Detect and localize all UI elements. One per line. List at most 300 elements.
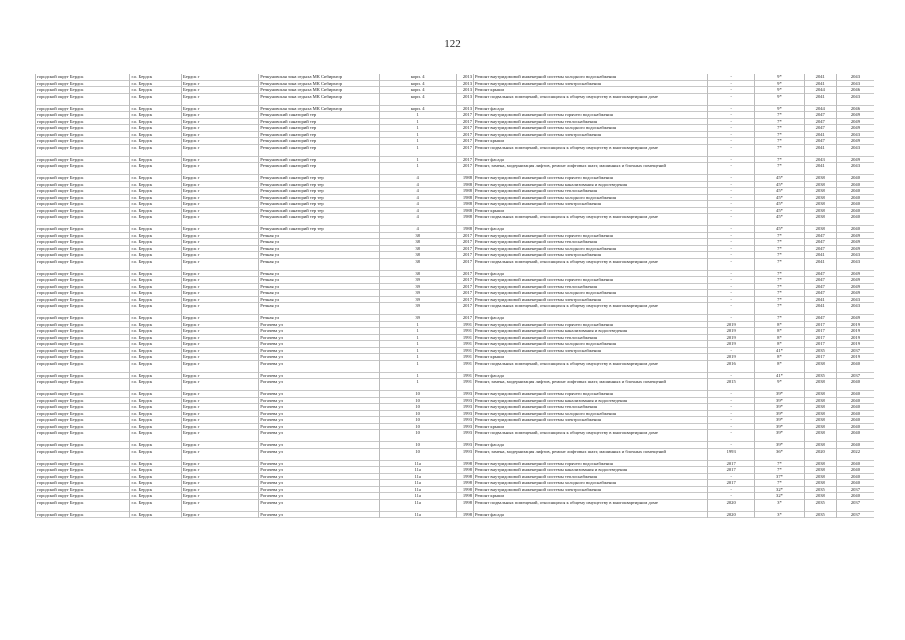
cell-house: 4 — [379, 188, 456, 195]
cell-work: Ремонт внутридомовой инженерной системы электроснабжения — [474, 347, 708, 354]
cell-built_year: 2017 — [456, 252, 473, 259]
cell-plan_start: 2035 — [804, 511, 836, 518]
cell-plan_start: 2044 — [804, 105, 836, 112]
cell-plan_start: 2041 — [804, 144, 836, 156]
cell-house: 11а — [379, 467, 456, 474]
cell-work: Ремонт внутридомовой инженерной системы канализования и водоотведения — [474, 397, 708, 404]
cell-built_year: 2017 — [456, 144, 473, 156]
cell-street: Речкуновский санаторий тер тер — [259, 214, 379, 226]
cell-work: Ремонт крыши — [474, 87, 708, 94]
cell-work: Ремонт внутридомовой инженерной системы электроснабжения — [474, 296, 708, 303]
cell-built_year: 1991 — [456, 334, 473, 341]
cell-work: Ремонт внутридомовой инженерной системы холодного водоснабжения — [474, 245, 708, 252]
cell-plan_end: 2022 — [836, 448, 874, 460]
cell-deadline_a: - — [708, 207, 755, 214]
cell-district: городской округ Бердск — [36, 181, 130, 188]
table-row — [36, 499, 875, 511]
cell-house: 10 — [379, 430, 456, 442]
cell-work: Ремонт подвальных помещений, относящихся к общему имуществу в многоквартирном доме — [474, 360, 708, 372]
cell-plan_end: 2040 — [836, 410, 874, 417]
cell-house: 4 — [379, 175, 456, 182]
cell-street: Речкуновская зона отдыха МК Сибирьтор — [259, 105, 379, 112]
cell-house: 10 — [379, 410, 456, 417]
cell-town: Бердск г — [182, 181, 259, 188]
cell-settlement: г.о. Бердск — [130, 74, 182, 80]
cell-plan_end: 2049 — [836, 125, 874, 132]
cell-plan_end: 2040 — [836, 226, 874, 233]
cell-deadline_a: 2020 — [708, 499, 755, 511]
cell-work: Ремонт, замена, модернизация лифтов, ремонт лифтовых шахт, машинных и блочных помещений — [474, 379, 708, 391]
cell-town: Бердск г — [182, 473, 259, 480]
cell-built_year: 1991 — [456, 354, 473, 361]
cell-town: Бердск г — [182, 493, 259, 500]
cell-town: Бердск г — [182, 404, 259, 411]
cell-house: 11а — [379, 460, 456, 467]
cell-plan_end: 2019 — [836, 334, 874, 341]
page-number: 122 — [444, 38, 461, 50]
cell-built_year: 2017 — [456, 138, 473, 145]
cell-district: городской округ Бердск — [36, 448, 130, 460]
cell-town: Бердск г — [182, 486, 259, 493]
cell-town: Бердск г — [182, 245, 259, 252]
cell-settlement: г.о. Бердск — [130, 105, 182, 112]
cell-work: Ремонт фасада — [474, 442, 708, 449]
cell-plan_start: 2038 — [804, 214, 836, 226]
cell-district: городской округ Бердск — [36, 270, 130, 277]
cell-town: Бердск г — [182, 460, 259, 467]
cell-house: 11а — [379, 493, 456, 500]
cell-settlement: г.о. Бердск — [130, 467, 182, 474]
cell-built_year: 1988 — [456, 188, 473, 195]
cell-built_year: 2017 — [456, 239, 473, 246]
cell-house: 10 — [379, 391, 456, 398]
cell-deadline_a: - — [708, 232, 755, 239]
cell-built_year: 1993 — [456, 417, 473, 424]
cell-town: Бердск г — [182, 417, 259, 424]
cell-plan_start: 2047 — [804, 239, 836, 246]
cell-work: Ремонт фасада — [474, 372, 708, 379]
cell-town: Бердск г — [182, 258, 259, 270]
cell-district: городской округ Бердск — [36, 303, 130, 315]
cell-plan_start: 2047 — [804, 232, 836, 239]
cell-plan_end: 2040 — [836, 493, 874, 500]
cell-settlement: г.о. Бердск — [130, 493, 182, 500]
cell-district: городской округ Бердск — [36, 341, 130, 348]
cell-deadline_b: 9* — [755, 80, 804, 87]
cell-plan_start: 2038 — [804, 201, 836, 208]
cell-plan_start: 2041 — [804, 163, 836, 175]
cell-plan_end: 2043 — [836, 144, 874, 156]
cell-street: Рогачева ул — [259, 354, 379, 361]
cell-plan_end: 2037 — [836, 372, 874, 379]
cell-house: 1 — [379, 379, 456, 391]
cell-deadline_b: 45* — [755, 188, 804, 195]
cell-plan_start: 2038 — [804, 417, 836, 424]
cell-plan_end: 2049 — [836, 232, 874, 239]
cell-deadline_b: 45* — [755, 181, 804, 188]
cell-district: городской округ Бердск — [36, 442, 130, 449]
cell-plan_end: 2040 — [836, 201, 874, 208]
cell-settlement: г.о. Бердск — [130, 118, 182, 125]
cell-built_year: 2013 — [456, 80, 473, 87]
cell-deadline_a: - — [708, 391, 755, 398]
cell-street: Рогачева ул — [259, 448, 379, 460]
cell-plan_start: 2041 — [804, 131, 836, 138]
cell-settlement: г.о. Бердск — [130, 410, 182, 417]
cell-town: Бердск г — [182, 175, 259, 182]
cell-house: 38 — [379, 252, 456, 259]
cell-district: городской округ Бердск — [36, 423, 130, 430]
cell-plan_start: 2035 — [804, 372, 836, 379]
cell-settlement: г.о. Бердск — [130, 499, 182, 511]
cell-built_year: 1991 — [456, 347, 473, 354]
cell-district: городской округ Бердск — [36, 201, 130, 208]
cell-plan_end: 2043 — [836, 303, 874, 315]
cell-work: Ремонт внутридомовой инженерной системы теплоснабжения — [474, 118, 708, 125]
cell-settlement: г.о. Бердск — [130, 175, 182, 182]
cell-district: городской округ Бердск — [36, 74, 130, 80]
cell-town: Бердск г — [182, 372, 259, 379]
cell-deadline_a: - — [708, 74, 755, 80]
cell-deadline_b: 9* — [755, 379, 804, 391]
cell-deadline_a: 2019 — [708, 354, 755, 361]
cell-deadline_a: - — [708, 473, 755, 480]
table-body — [36, 74, 875, 518]
cell-district: городской округ Бердск — [36, 144, 130, 156]
cell-district: городской округ Бердск — [36, 404, 130, 411]
cell-work: Ремонт крыши — [474, 207, 708, 214]
cell-deadline_b: 45* — [755, 226, 804, 233]
cell-settlement: г.о. Бердск — [130, 473, 182, 480]
cell-settlement: г.о. Бердск — [130, 397, 182, 404]
cell-work: Ремонт фасада — [474, 315, 708, 322]
cell-house: 4 — [379, 207, 456, 214]
cell-district: городской округ Бердск — [36, 296, 130, 303]
cell-district: городской округ Бердск — [36, 175, 130, 182]
cell-deadline_a: - — [708, 156, 755, 163]
cell-settlement: г.о. Бердск — [130, 138, 182, 145]
cell-settlement: г.о. Бердск — [130, 430, 182, 442]
cell-settlement: г.о. Бердск — [130, 93, 182, 105]
cell-plan_end: 2037 — [836, 511, 874, 518]
cell-house: 11а — [379, 499, 456, 511]
cell-plan_start: 2017 — [804, 321, 836, 328]
cell-built_year: 1998 — [456, 480, 473, 487]
cell-deadline_a: - — [708, 138, 755, 145]
cell-plan_start: 2017 — [804, 328, 836, 335]
cell-built_year: 2017 — [456, 283, 473, 290]
cell-settlement: г.о. Бердск — [130, 181, 182, 188]
cell-plan_end: 2049 — [836, 270, 874, 277]
cell-built_year: 1993 — [456, 404, 473, 411]
cell-house: 38 — [379, 270, 456, 277]
cell-built_year: 1998 — [456, 460, 473, 467]
cell-plan_end: 2040 — [836, 473, 874, 480]
cell-house: 1 — [379, 347, 456, 354]
cell-deadline_a: 2019 — [708, 328, 755, 335]
cell-work: Ремонт крыши — [474, 354, 708, 361]
cell-built_year: 2017 — [456, 315, 473, 322]
cell-built_year: 2013 — [456, 105, 473, 112]
cell-built_year: 1993 — [456, 448, 473, 460]
cell-street: Речкуновский санаторий тер тер — [259, 181, 379, 188]
cell-street: Рогачева ул — [259, 379, 379, 391]
cell-built_year: 2017 — [456, 118, 473, 125]
cell-town: Бердск г — [182, 226, 259, 233]
cell-plan_start: 2038 — [804, 226, 836, 233]
table-row — [36, 214, 875, 226]
cell-street: Речкуновский санаторий тер тер — [259, 226, 379, 233]
cell-town: Бердск г — [182, 93, 259, 105]
cell-district: городской округ Бердск — [36, 397, 130, 404]
cell-deadline_a: - — [708, 194, 755, 201]
cell-district: городской округ Бердск — [36, 473, 130, 480]
cell-built_year: 1988 — [456, 201, 473, 208]
cell-house: 39 — [379, 315, 456, 322]
cell-plan_end: 2040 — [836, 194, 874, 201]
cell-town: Бердск г — [182, 163, 259, 175]
cell-deadline_a: - — [708, 397, 755, 404]
cell-work: Ремонт подвальных помещений, относящихся к общему имуществу в многоквартирном доме — [474, 93, 708, 105]
cell-deadline_b: 7* — [755, 270, 804, 277]
cell-street: Рогачева ул — [259, 486, 379, 493]
cell-built_year: 1993 — [456, 442, 473, 449]
cell-settlement: г.о. Бердск — [130, 283, 182, 290]
cell-plan_start: 2041 — [804, 252, 836, 259]
cell-town: Бердск г — [182, 442, 259, 449]
cell-built_year: 2017 — [456, 156, 473, 163]
cell-street: Речная ул — [259, 315, 379, 322]
cell-deadline_a: - — [708, 296, 755, 303]
table-row — [36, 511, 875, 518]
cell-work: Ремонт внутридомовой инженерной системы электроснабжения — [474, 417, 708, 424]
cell-deadline_a: - — [708, 105, 755, 112]
cell-deadline_b: 45* — [755, 175, 804, 182]
cell-town: Бердск г — [182, 194, 259, 201]
cell-house: 38 — [379, 232, 456, 239]
cell-district: городской округ Бердск — [36, 354, 130, 361]
cell-work: Ремонт внутридомовой инженерной системы холодного водоснабжения — [474, 341, 708, 348]
cell-deadline_a: - — [708, 315, 755, 322]
cell-plan_start: 2038 — [804, 473, 836, 480]
cell-district: городской округ Бердск — [36, 194, 130, 201]
cell-plan_start: 2017 — [804, 334, 836, 341]
cell-plan_start: 2035 — [804, 347, 836, 354]
cell-district: городской округ Бердск — [36, 499, 130, 511]
cell-street: Рогачева ул — [259, 430, 379, 442]
cell-street: Речкуновская зона отдыха МК Сибирьтор — [259, 93, 379, 105]
cell-deadline_b: 7* — [755, 480, 804, 487]
cell-street: Речкуновский санаторий тер — [259, 131, 379, 138]
cell-street: Рогачева ул — [259, 404, 379, 411]
cell-built_year: 1988 — [456, 226, 473, 233]
cell-work: Ремонт внутридомовой инженерной системы канализования и водоотведения — [474, 467, 708, 474]
cell-town: Бердск г — [182, 334, 259, 341]
cell-work: Ремонт внутридомовой инженерной системы теплоснабжения — [474, 283, 708, 290]
cell-town: Бердск г — [182, 511, 259, 518]
cell-plan_end: 2019 — [836, 354, 874, 361]
cell-deadline_b: 39* — [755, 430, 804, 442]
cell-house: 38 — [379, 258, 456, 270]
cell-deadline_a: - — [708, 125, 755, 132]
cell-town: Бердск г — [182, 354, 259, 361]
cell-street: Речкуновский санаторий тер тер — [259, 201, 379, 208]
cell-plan_start: 2038 — [804, 404, 836, 411]
cell-deadline_b: 7* — [755, 303, 804, 315]
cell-deadline_b: 32* — [755, 493, 804, 500]
cell-work: Ремонт внутридомовой инженерной системы электроснабжения — [474, 486, 708, 493]
cell-deadline_a: - — [708, 290, 755, 297]
cell-work: Ремонт внутридомовой инженерной системы горячего водоснабжения — [474, 460, 708, 467]
cell-house: 1 — [379, 118, 456, 125]
cell-town: Бердск г — [182, 80, 259, 87]
cell-house: 1 — [379, 334, 456, 341]
cell-street: Рогачева ул — [259, 397, 379, 404]
cell-deadline_b: 7* — [755, 131, 804, 138]
cell-built_year: 2017 — [456, 232, 473, 239]
cell-district: городской округ Бердск — [36, 334, 130, 341]
cell-district: городской округ Бердск — [36, 258, 130, 270]
cell-district: городской округ Бердск — [36, 252, 130, 259]
cell-plan_end: 2040 — [836, 442, 874, 449]
cell-house: 1 — [379, 341, 456, 348]
table-row — [36, 93, 875, 105]
cell-town: Бердск г — [182, 156, 259, 163]
cell-deadline_a: 2019 — [708, 341, 755, 348]
cell-settlement: г.о. Бердск — [130, 341, 182, 348]
cell-district: городской округ Бердск — [36, 245, 130, 252]
cell-deadline_a: - — [708, 144, 755, 156]
cell-work: Ремонт внутридомовой инженерной системы электроснабжения — [474, 80, 708, 87]
cell-street: Рогачева ул — [259, 341, 379, 348]
cell-deadline_a: - — [708, 430, 755, 442]
cell-street: Рогачева ул — [259, 493, 379, 500]
cell-settlement: г.о. Бердск — [130, 194, 182, 201]
cell-street: Речкуновский санаторий тер тер — [259, 175, 379, 182]
cell-settlement: г.о. Бердск — [130, 303, 182, 315]
cell-district: городской округ Бердск — [36, 372, 130, 379]
cell-street: Рогачева ул — [259, 347, 379, 354]
cell-street: Рогачева ул — [259, 328, 379, 335]
cell-street: Рогачева ул — [259, 473, 379, 480]
cell-deadline_b: 7* — [755, 156, 804, 163]
cell-work: Ремонт внутридомовой инженерной системы горячего водоснабжения — [474, 175, 708, 182]
cell-plan_start: 2035 — [804, 486, 836, 493]
cell-deadline_b: 9* — [755, 93, 804, 105]
cell-house: 11а — [379, 473, 456, 480]
cell-built_year: 1988 — [456, 214, 473, 226]
cell-settlement: г.о. Бердск — [130, 188, 182, 195]
cell-house: корп. 4 — [379, 80, 456, 87]
cell-deadline_a: - — [708, 214, 755, 226]
cell-deadline_a: - — [708, 181, 755, 188]
cell-deadline_b: 45* — [755, 207, 804, 214]
cell-plan_end: 2040 — [836, 480, 874, 487]
cell-town: Бердск г — [182, 379, 259, 391]
cell-deadline_a: - — [708, 118, 755, 125]
cell-plan_end: 2040 — [836, 397, 874, 404]
cell-deadline_b: 7* — [755, 232, 804, 239]
cell-house: 11а — [379, 480, 456, 487]
cell-plan_start: 2041 — [804, 74, 836, 80]
cell-settlement: г.о. Бердск — [130, 321, 182, 328]
cell-settlement: г.о. Бердск — [130, 360, 182, 372]
cell-deadline_b: 45* — [755, 194, 804, 201]
cell-deadline_a: - — [708, 493, 755, 500]
cell-deadline_b: 3* — [755, 511, 804, 518]
cell-deadline_b: 39* — [755, 391, 804, 398]
cell-deadline_b: 41* — [755, 372, 804, 379]
cell-district: городской округ Бердск — [36, 112, 130, 119]
cell-work: Ремонт внутридомовой инженерной системы канализования и водоотведения — [474, 181, 708, 188]
cell-plan_end: 2037 — [836, 499, 874, 511]
cell-built_year: 1993 — [456, 397, 473, 404]
cell-built_year: 2013 — [456, 74, 473, 80]
cell-settlement: г.о. Бердск — [130, 163, 182, 175]
cell-street: Рогачева ул — [259, 391, 379, 398]
cell-district: городской округ Бердск — [36, 125, 130, 132]
cell-built_year: 2013 — [456, 87, 473, 94]
table-row — [36, 379, 875, 391]
cell-house: 4 — [379, 181, 456, 188]
cell-plan_start: 2020 — [804, 448, 836, 460]
cell-plan_end: 2019 — [836, 321, 874, 328]
cell-town: Бердск г — [182, 341, 259, 348]
cell-street: Речная ул — [259, 239, 379, 246]
cell-plan_start: 2047 — [804, 125, 836, 132]
cell-plan_end: 2049 — [836, 112, 874, 119]
cell-deadline_b: 9* — [755, 105, 804, 112]
cell-work: Ремонт внутридомовой инженерной системы холодного водоснабжения — [474, 290, 708, 297]
cell-house: 1 — [379, 372, 456, 379]
cell-street: Рогачева ул — [259, 321, 379, 328]
cell-town: Бердск г — [182, 125, 259, 132]
cell-settlement: г.о. Бердск — [130, 423, 182, 430]
cell-work: Ремонт подвальных помещений, относящихся к общему имуществу в многоквартирном доме — [474, 258, 708, 270]
cell-street: Речкуновский санаторий тер — [259, 138, 379, 145]
cell-street: Рогачева ул — [259, 410, 379, 417]
cell-plan_end: 2043 — [836, 163, 874, 175]
cell-district: городской округ Бердск — [36, 93, 130, 105]
cell-built_year: 2017 — [456, 296, 473, 303]
table-row — [36, 448, 875, 460]
cell-district: городской округ Бердск — [36, 321, 130, 328]
cell-settlement: г.о. Бердск — [130, 144, 182, 156]
cell-plan_start: 2041 — [804, 80, 836, 87]
cell-plan_start: 2047 — [804, 245, 836, 252]
cell-plan_end: 2040 — [836, 214, 874, 226]
cell-plan_end: 2049 — [836, 290, 874, 297]
cell-town: Бердск г — [182, 207, 259, 214]
cell-deadline_b: 8* — [755, 321, 804, 328]
cell-settlement: г.о. Бердск — [130, 112, 182, 119]
cell-work: Ремонт фасада — [474, 511, 708, 518]
cell-house: 1 — [379, 328, 456, 335]
cell-deadline_b: 39* — [755, 423, 804, 430]
cell-plan_end: 2043 — [836, 252, 874, 259]
cell-town: Бердск г — [182, 410, 259, 417]
cell-plan_start: 2035 — [804, 499, 836, 511]
cell-work: Ремонт внутридомовой инженерной системы теплоснабжения — [474, 334, 708, 341]
cell-deadline_b: 39* — [755, 404, 804, 411]
cell-built_year: 1998 — [456, 473, 473, 480]
cell-town: Бердск г — [182, 277, 259, 284]
cell-house: 1 — [379, 354, 456, 361]
cell-built_year: 2017 — [456, 125, 473, 132]
cell-deadline_b: 3* — [755, 499, 804, 511]
cell-deadline_a: - — [708, 188, 755, 195]
cell-house: корп. 4 — [379, 87, 456, 94]
